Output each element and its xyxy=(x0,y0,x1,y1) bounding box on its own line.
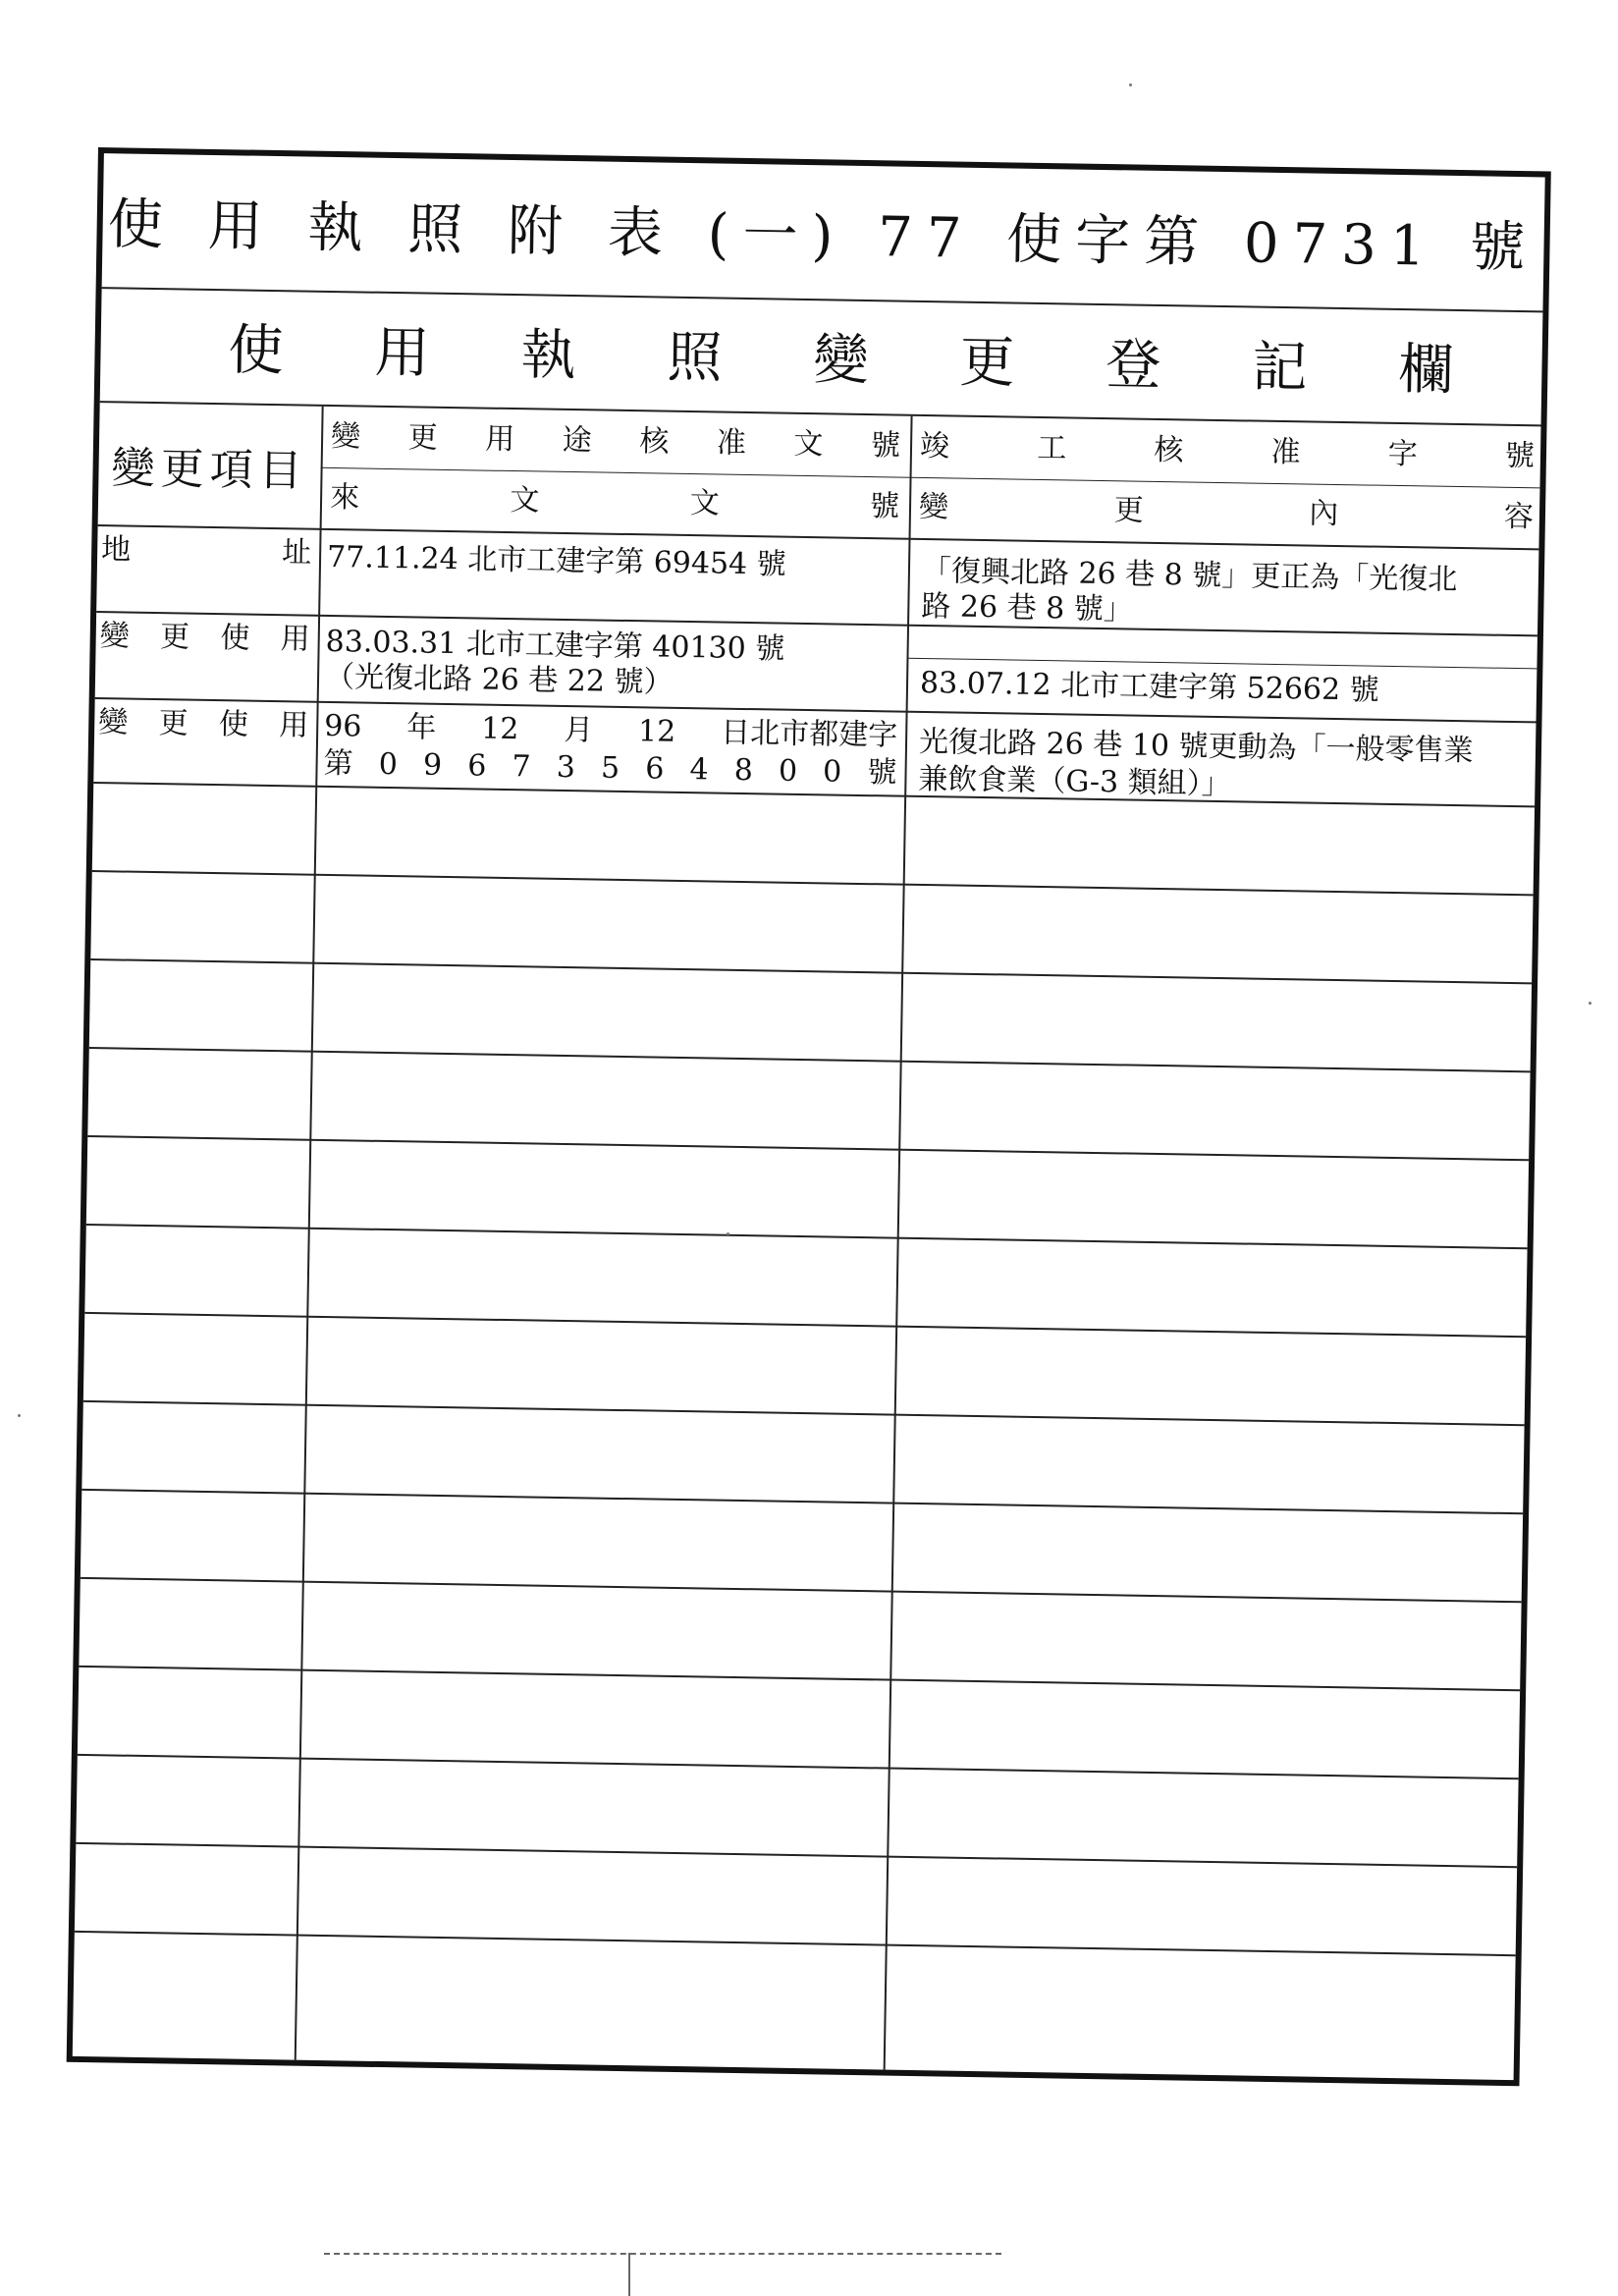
row-doc-line: （光復北路 26 巷 22 號） xyxy=(324,659,674,700)
subtitle-char: 登 xyxy=(1105,333,1161,398)
row-rule xyxy=(79,1666,1520,1691)
doc-token: 4 xyxy=(689,752,709,788)
header-char: 文 xyxy=(510,483,540,519)
header-char: 准 xyxy=(1270,434,1301,470)
header-completion-no xyxy=(920,427,1536,476)
header-char: 更 xyxy=(1113,493,1144,528)
row-doc-line: 83.03.31 北市工建字第 40130 號 xyxy=(325,624,785,667)
row-rule xyxy=(96,611,1537,636)
subtitle-char: 記 xyxy=(1251,335,1308,401)
doc-token: 8 xyxy=(733,752,754,789)
header-char: 容 xyxy=(1503,499,1535,535)
doc-token: 第 xyxy=(323,745,353,782)
row-rule xyxy=(76,1842,1517,1868)
subtitle-char: 欄 xyxy=(1397,337,1454,403)
header-char: 字 xyxy=(1387,436,1419,472)
item-char: 使 xyxy=(220,621,250,656)
row-rule xyxy=(87,1135,1529,1161)
row-rule xyxy=(89,1047,1531,1072)
doc-token: 0 xyxy=(378,746,399,783)
header-char: 號 xyxy=(869,489,900,524)
doc-token: 12 xyxy=(637,714,676,749)
row-content-line: 光復北路 26 巷 10 號更動為「一般零售業 xyxy=(918,724,1474,769)
item-char: 使 xyxy=(218,707,249,742)
row-rule xyxy=(81,1489,1523,1514)
doc-token: 96 xyxy=(323,708,362,744)
item-char: 更 xyxy=(159,620,190,655)
header-char: 號 xyxy=(870,428,901,464)
doc-token: 月 xyxy=(563,712,594,748)
subtitle-char: 照 xyxy=(666,325,724,391)
header-char: 竣 xyxy=(919,428,950,465)
row-rule xyxy=(92,870,1534,896)
form-title xyxy=(102,153,1545,312)
row-doc-line: 77.11.24 北市工建字第 69454 號 xyxy=(326,539,786,582)
subtitle-char: 用 xyxy=(374,320,431,386)
row-rule xyxy=(78,1754,1519,1779)
form-title-text: 使 用 執 照 附 表 (一) 77 使字第 0731 號 xyxy=(107,192,1539,281)
doc-token: 12 xyxy=(480,711,519,747)
doc-token: 0 xyxy=(822,754,842,790)
scan-speck xyxy=(1129,83,1132,86)
row-rule xyxy=(83,1400,1525,1426)
row-item xyxy=(101,530,312,574)
doc-token: 3 xyxy=(556,749,576,786)
header-char: 文 xyxy=(793,426,824,463)
doc-token: 6 xyxy=(466,748,487,784)
row-rule xyxy=(84,1312,1526,1338)
header-char: 用 xyxy=(484,421,515,458)
row-rule xyxy=(90,958,1532,984)
header-char: 核 xyxy=(639,424,670,460)
item-char: 變 xyxy=(99,619,131,654)
doc-token: 6 xyxy=(644,751,665,787)
header-char: 途 xyxy=(562,422,593,459)
header-char: 核 xyxy=(1154,432,1184,468)
doc-token: 號 xyxy=(867,755,897,791)
header-approval-doc xyxy=(331,417,901,466)
scan-speck xyxy=(18,1414,21,1417)
scan-dashed-line xyxy=(324,2253,1001,2255)
doc-token: 年 xyxy=(406,710,437,745)
row-rule xyxy=(75,1931,1516,1956)
header-incoming-doc xyxy=(330,478,900,527)
doc-token: 7 xyxy=(512,749,531,785)
subtitle-char: 更 xyxy=(958,330,1016,396)
header-item: 變更項目 xyxy=(111,443,308,497)
header-char: 工 xyxy=(1036,430,1067,466)
header-change-content xyxy=(919,488,1535,537)
item-char: 址 xyxy=(281,535,312,571)
header-char: 更 xyxy=(407,420,438,456)
row-rule xyxy=(81,1577,1522,1603)
item-char: 用 xyxy=(280,622,310,657)
doc-token: 0 xyxy=(778,753,798,789)
item-char: 更 xyxy=(158,706,189,741)
header-char: 准 xyxy=(716,425,747,461)
item-char: 用 xyxy=(278,708,309,743)
subtitle-char: 使 xyxy=(228,318,285,384)
license-form xyxy=(67,147,1551,2086)
header-char: 文 xyxy=(689,486,721,521)
row-item xyxy=(99,617,310,660)
subtitle-char: 變 xyxy=(812,328,870,394)
row-content-line: 83.07.12 北市工建字第 52662 號 xyxy=(919,665,1379,708)
header-char: 來 xyxy=(329,479,360,516)
row-content-line: 路 26 巷 8 號」 xyxy=(921,588,1134,628)
doc-token: 9 xyxy=(422,747,443,783)
row-content-line: 兼飲食業（G-3 類組）」 xyxy=(918,761,1231,802)
row-item xyxy=(98,703,309,746)
row-doc-line xyxy=(323,744,897,793)
item-char: 地 xyxy=(100,532,132,568)
header-char: 內 xyxy=(1309,496,1339,531)
scan-speck xyxy=(1589,1002,1591,1005)
row-rule xyxy=(86,1224,1528,1249)
scan-tick-mark xyxy=(628,2253,630,2296)
header-char: 號 xyxy=(1504,438,1536,474)
item-char: 變 xyxy=(98,705,129,740)
subtitle-char: 執 xyxy=(520,323,577,389)
doc-token: 日北市都建字 xyxy=(720,715,898,753)
header-char: 變 xyxy=(330,418,361,455)
scan-speck xyxy=(727,1232,729,1235)
row-content-line: 「復興北路 26 巷 8 號」更正為「光復北 xyxy=(921,553,1458,598)
header-char: 變 xyxy=(918,489,949,525)
doc-token: 5 xyxy=(600,750,620,786)
col-divider-2 xyxy=(884,416,913,2070)
